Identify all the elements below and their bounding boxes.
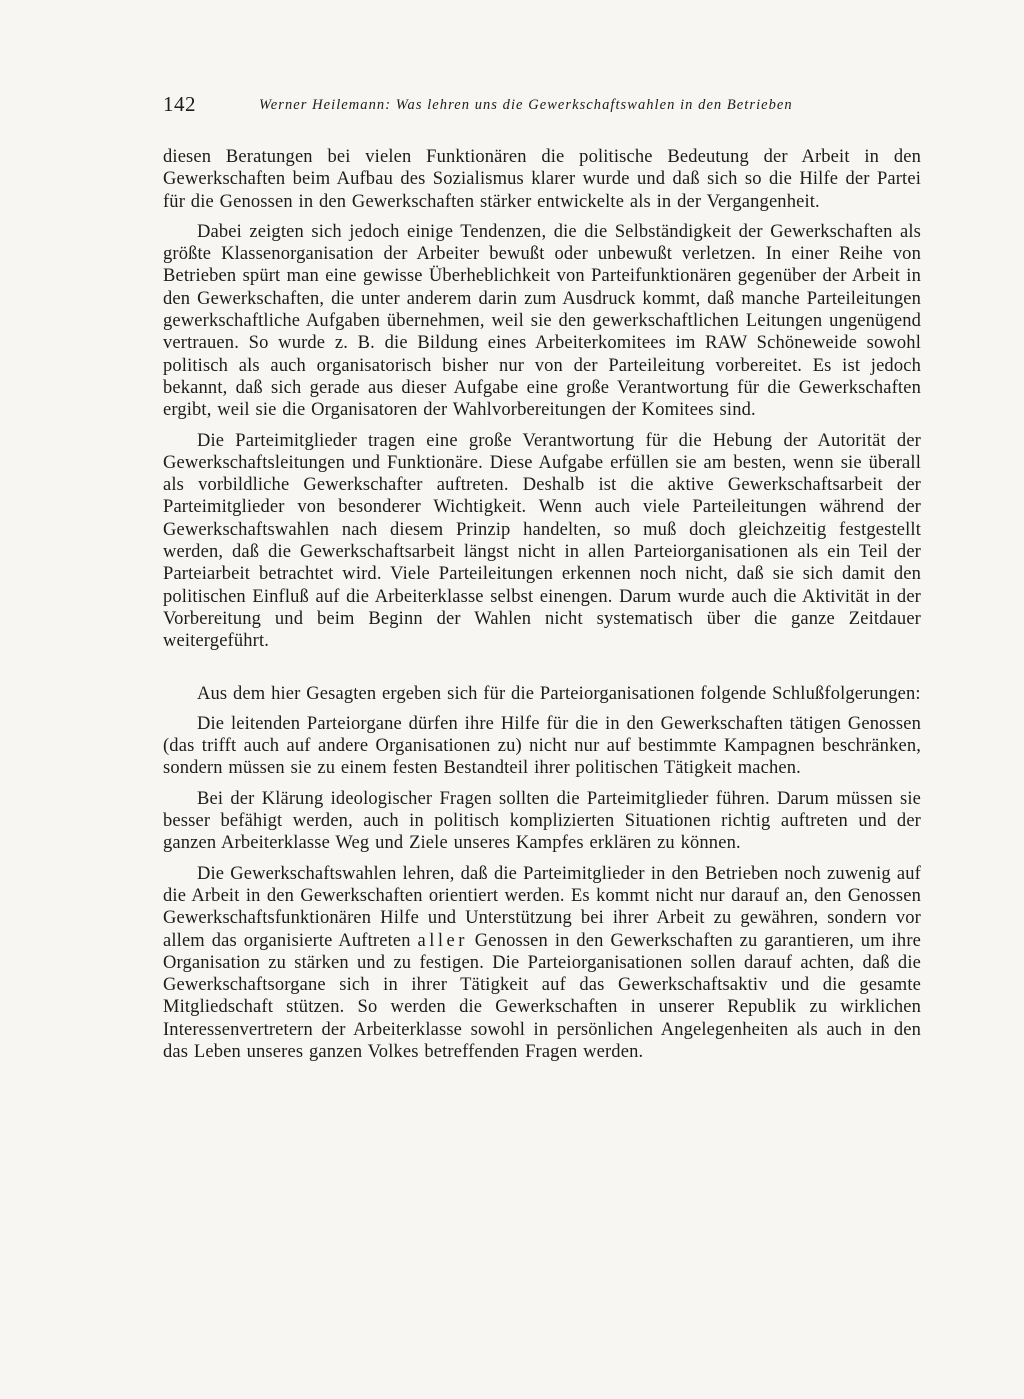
paragraph: Dabei zeigten sich jedoch einige Tendenzen, die die Selbständigkeit der Gewerkschaften als größte Klassenorganisation der Arbeiter bewußt oder unbewußt verletzen. In einer Reihe von Betrieben spürt man eine gewisse Überheblichkeit von Parteifunktionären gegenüber der Arbeit in den Gewerkschaften, die unter anderem darin zum Ausdruck kommt, daß manche Parteileitungen gewerkschaftliche Aufgaben übernehmen, weil sie den gewerkschaftlichen Leitungen ungenügend vertrauen. So wurde z. B. die Bildung eines Arbeiterkomitees im RAW Schöneweide sowohl politisch als auch organisatorisch bisher nur von der Parteileitung vorbereitet. Es ist jedoch bekannt, daß sich gerade aus dieser Aufgabe eine große Verantwortung für die Gewerkschaften ergibt, weil sie die Organisatoren der Wahlvorbereitungen der Komitees sind. [163, 221, 921, 421]
paragraph: Die leitenden Parteiorgane dürfen ihre Hilfe für die in den Gewerkschaften tätigen Genossen (das trifft auch auf andere Organisationen zu) nicht nur auf bestimmte Kampagnen beschränken, sondern müssen sie zu einem festen Bestandteil ihrer politischen Tätigkeit machen. [163, 713, 921, 779]
paragraph-text: Genossen in den Gewerkschaften zu garantieren, um ihre Organisation zu stärken und zu festigen. Die Parteiorganisationen sollen darauf achten, daß die Gewerkschaftsorgane sich in ihrer Tätigkeit auf das Gewerkschaftsaktiv und die gesamte Mitgliedschaft stützen. So werden die Gewerkschaften in unserer Republik zu wirklichen Interessenvertretern der Arbeiterklasse sowohl in persönlichen Angelegenheiten als auch in den das Leben unseres ganzen Volkes betreffenden Fragen werden. [163, 930, 921, 1062]
paragraph-conclusions-intro: Aus dem hier Gesagten ergeben sich für die Parteiorganisationen folgende Schlußfolgerungen: [197, 683, 921, 704]
page-header [163, 90, 923, 120]
page-number: 142 [163, 92, 196, 116]
article-body [163, 146, 921, 1063]
paragraph: Bei der Klärung ideologischer Fragen sollten die Parteimitglieder führen. Darum müssen sie besser befähigt werden, auch in politisch komplizierten Situationen richtig auftreten und der ganzen Arbeiterklasse Weg und Ziele unseres Kampfes erklären zu können. [163, 788, 921, 854]
paragraph-continuation: diesen Beratungen bei vielen Funktionären die politische Bedeutung der Arbeit in den Gewerkschaften beim Aufbau des Sozialismus klarer wurde und daß sich so die Hilfe der Partei für die Genossen in den Gewerkschaften stärker entwickelte als in der Vergangenheit. [163, 147, 921, 212]
paragraph [163, 863, 921, 1064]
running-head: Werner Heilemann: Was lehren uns die Gewerkschaftswahlen in den Betrieben [259, 97, 793, 113]
paragraph-text: Die Gewerkschaftswahlen lehren, daß die Parteimitglieder in den Betrieben noch zuwenig auf die Arbeit in den Gewerkschaften orientiert werden. Es kommt nicht nur darauf an, den Genossen Gewerkschaftsfunktionären Hilfe und Unterstützung bei ihrer Arbeit zu gewähren, sondern vor allem das organisierte Auftreten [163, 863, 921, 951]
paragraph: Die Parteimitglieder tragen eine große Verantwortung für die Hebung der Autorität der Gewerkschaftsleitungen und Funktionäre. Diese Aufgabe erfüllen sie am besten, wenn sie überall als vorbildliche Gewerkschafter auftreten. Deshalb ist die aktive Gewerkschaftsarbeit der Parteimitglieder von besonderer Wichtigkeit. Wenn auch viele Parteileitungen während der Gewerkschaftswahlen nach diesem Prinzip handelten, so muß doch gleichzeitig festgestellt werden, daß die Gewerkschaftsarbeit längst nicht in allen Parteiorganisationen als ein Teil der Parteiarbeit betrachtet wird. Viele Parteileitungen erkennen noch nicht, daß sie sich damit den politischen Einfluß auf die Arbeiterklasse selbst einengen. Darum wurde auch die Aktivität in der Vorbereitung und beim Beginn der Wahlen nicht systematisch über die ganze Zeitdauer weitergeführt. [163, 430, 921, 652]
emphasized-word: aller [417, 930, 468, 951]
